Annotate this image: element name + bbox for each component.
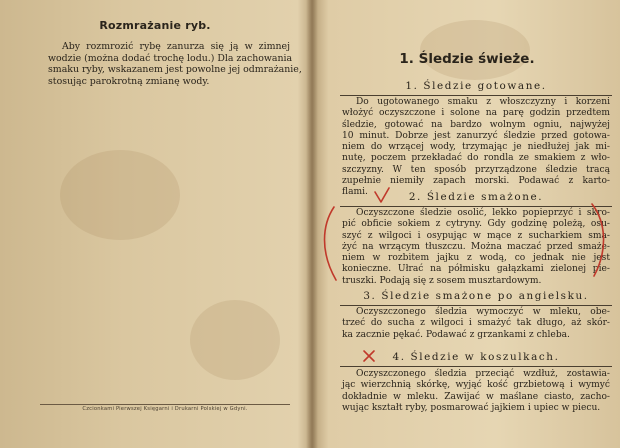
paragraph-line: flami. — [342, 187, 368, 198]
chapter-title: 1. Śledzie świeże. — [399, 51, 535, 67]
paragraph-line: 10 minut. Dobrze jest zanurzyć śledzie przed gotowa- — [342, 130, 610, 141]
paragraph-line: pić obficie sokiem z cytryny. Gdy godzinę poleżą, osu- — [342, 219, 610, 230]
section-heading-2: 2. Śledzie smażone. — [408, 191, 544, 203]
checkmark-icon — [375, 188, 389, 202]
paragraph-line: truszki. Podają się z sosem musztardowym. — [342, 275, 542, 286]
paragraph-line: trzeć do sucha z wilgoci i smażyć tak długo, aż skór- — [342, 318, 610, 329]
cross-mark-icon — [364, 351, 374, 361]
paragraph-line: Oczyszczonego śledzia wymoczyć w mleku, obe- — [356, 307, 610, 317]
left-bracket-mark — [325, 207, 337, 280]
printer-footer: Czcionkami Pierwszej Księgarni i Drukarni Polskiej w Gdyni. — [82, 406, 248, 412]
paragraph-line: ka zacznie pękać. Podawać z grzankami z chleba. — [342, 329, 570, 340]
paragraph-line: śledzie, gotować na bardzo wolnym ogniu, najwyżej — [342, 119, 610, 130]
paragraph-line: dokładnie w mleku. Zawijać w maślane ciasto, zacho- — [342, 391, 610, 402]
section-heading-4: 4. Śledzie w koszulkach. — [392, 351, 560, 363]
paragraph-line: konieczne. Ułrać na półmisku gałązkami zielonej pie- — [342, 264, 610, 275]
paragraph-line: jąc wierzchnią skórkę, wyjąć kość grzbietową i wymyć — [342, 380, 610, 391]
paragraph-line: wodzie (można dodać trochę lodu.) Dla zachowania — [48, 52, 293, 64]
paragraph-line: niem do wrzącej wody, trzymając je niedłużej jak mi- — [342, 142, 610, 153]
paragraph-line: szyć z wilgoci i osypując w mące z sucharkiem sma- — [342, 230, 610, 241]
right-bracket-mark — [592, 204, 604, 276]
paragraph-line: szczyzny. W ten sposób przyrządzone śledzie tracą — [342, 164, 610, 175]
paragraph-line: Do ugotowanego smaku z włoszczyzny i korzeni — [356, 97, 610, 107]
annotation-group — [325, 188, 604, 361]
paragraph-line: włożyć oczyszczone i solone na parę godzin przedtem — [342, 108, 610, 119]
section-heading-3: 3. Śledzie smażone po angielsku. — [363, 290, 589, 302]
section-heading-1: 1. Śledzie gotowane. — [405, 80, 547, 92]
left-page-title: Rozmrażanie ryb. — [99, 19, 211, 32]
paragraph-line: nutę, poczem przekładać do rondla ze smakiem z wło- — [342, 153, 610, 164]
paragraph-line: wując kształt ryby, posmarować jajkiem i upiec w piecu. — [342, 402, 601, 413]
paragraph-line: Aby rozmrozić rybę zanurza się ją w zimnej — [62, 41, 290, 52]
paragraph-line: zupełnie niemiły zapach morski. Podawać z karto- — [342, 176, 610, 187]
paragraph-line: Oczyszczonego śledzia przeciąć wzdłuż, zostawia- — [356, 369, 610, 379]
paragraph-line: stosując parokrotną zmianę wody. — [48, 75, 210, 87]
paragraph-line: żyć na wrzącym tłuszczu. Można maczać przed smaże- — [342, 241, 610, 252]
paragraph-line: Oczyszczone śledzie osolić, lekko popieprzyć i skro- — [356, 208, 610, 218]
paragraph-line: smaku ryby, wskazanem jest powolne jej odmrażanie, — [48, 64, 302, 75]
paragraph-line: niem w rozbitem jajku z wodą, co jednak nie jest — [342, 253, 610, 264]
